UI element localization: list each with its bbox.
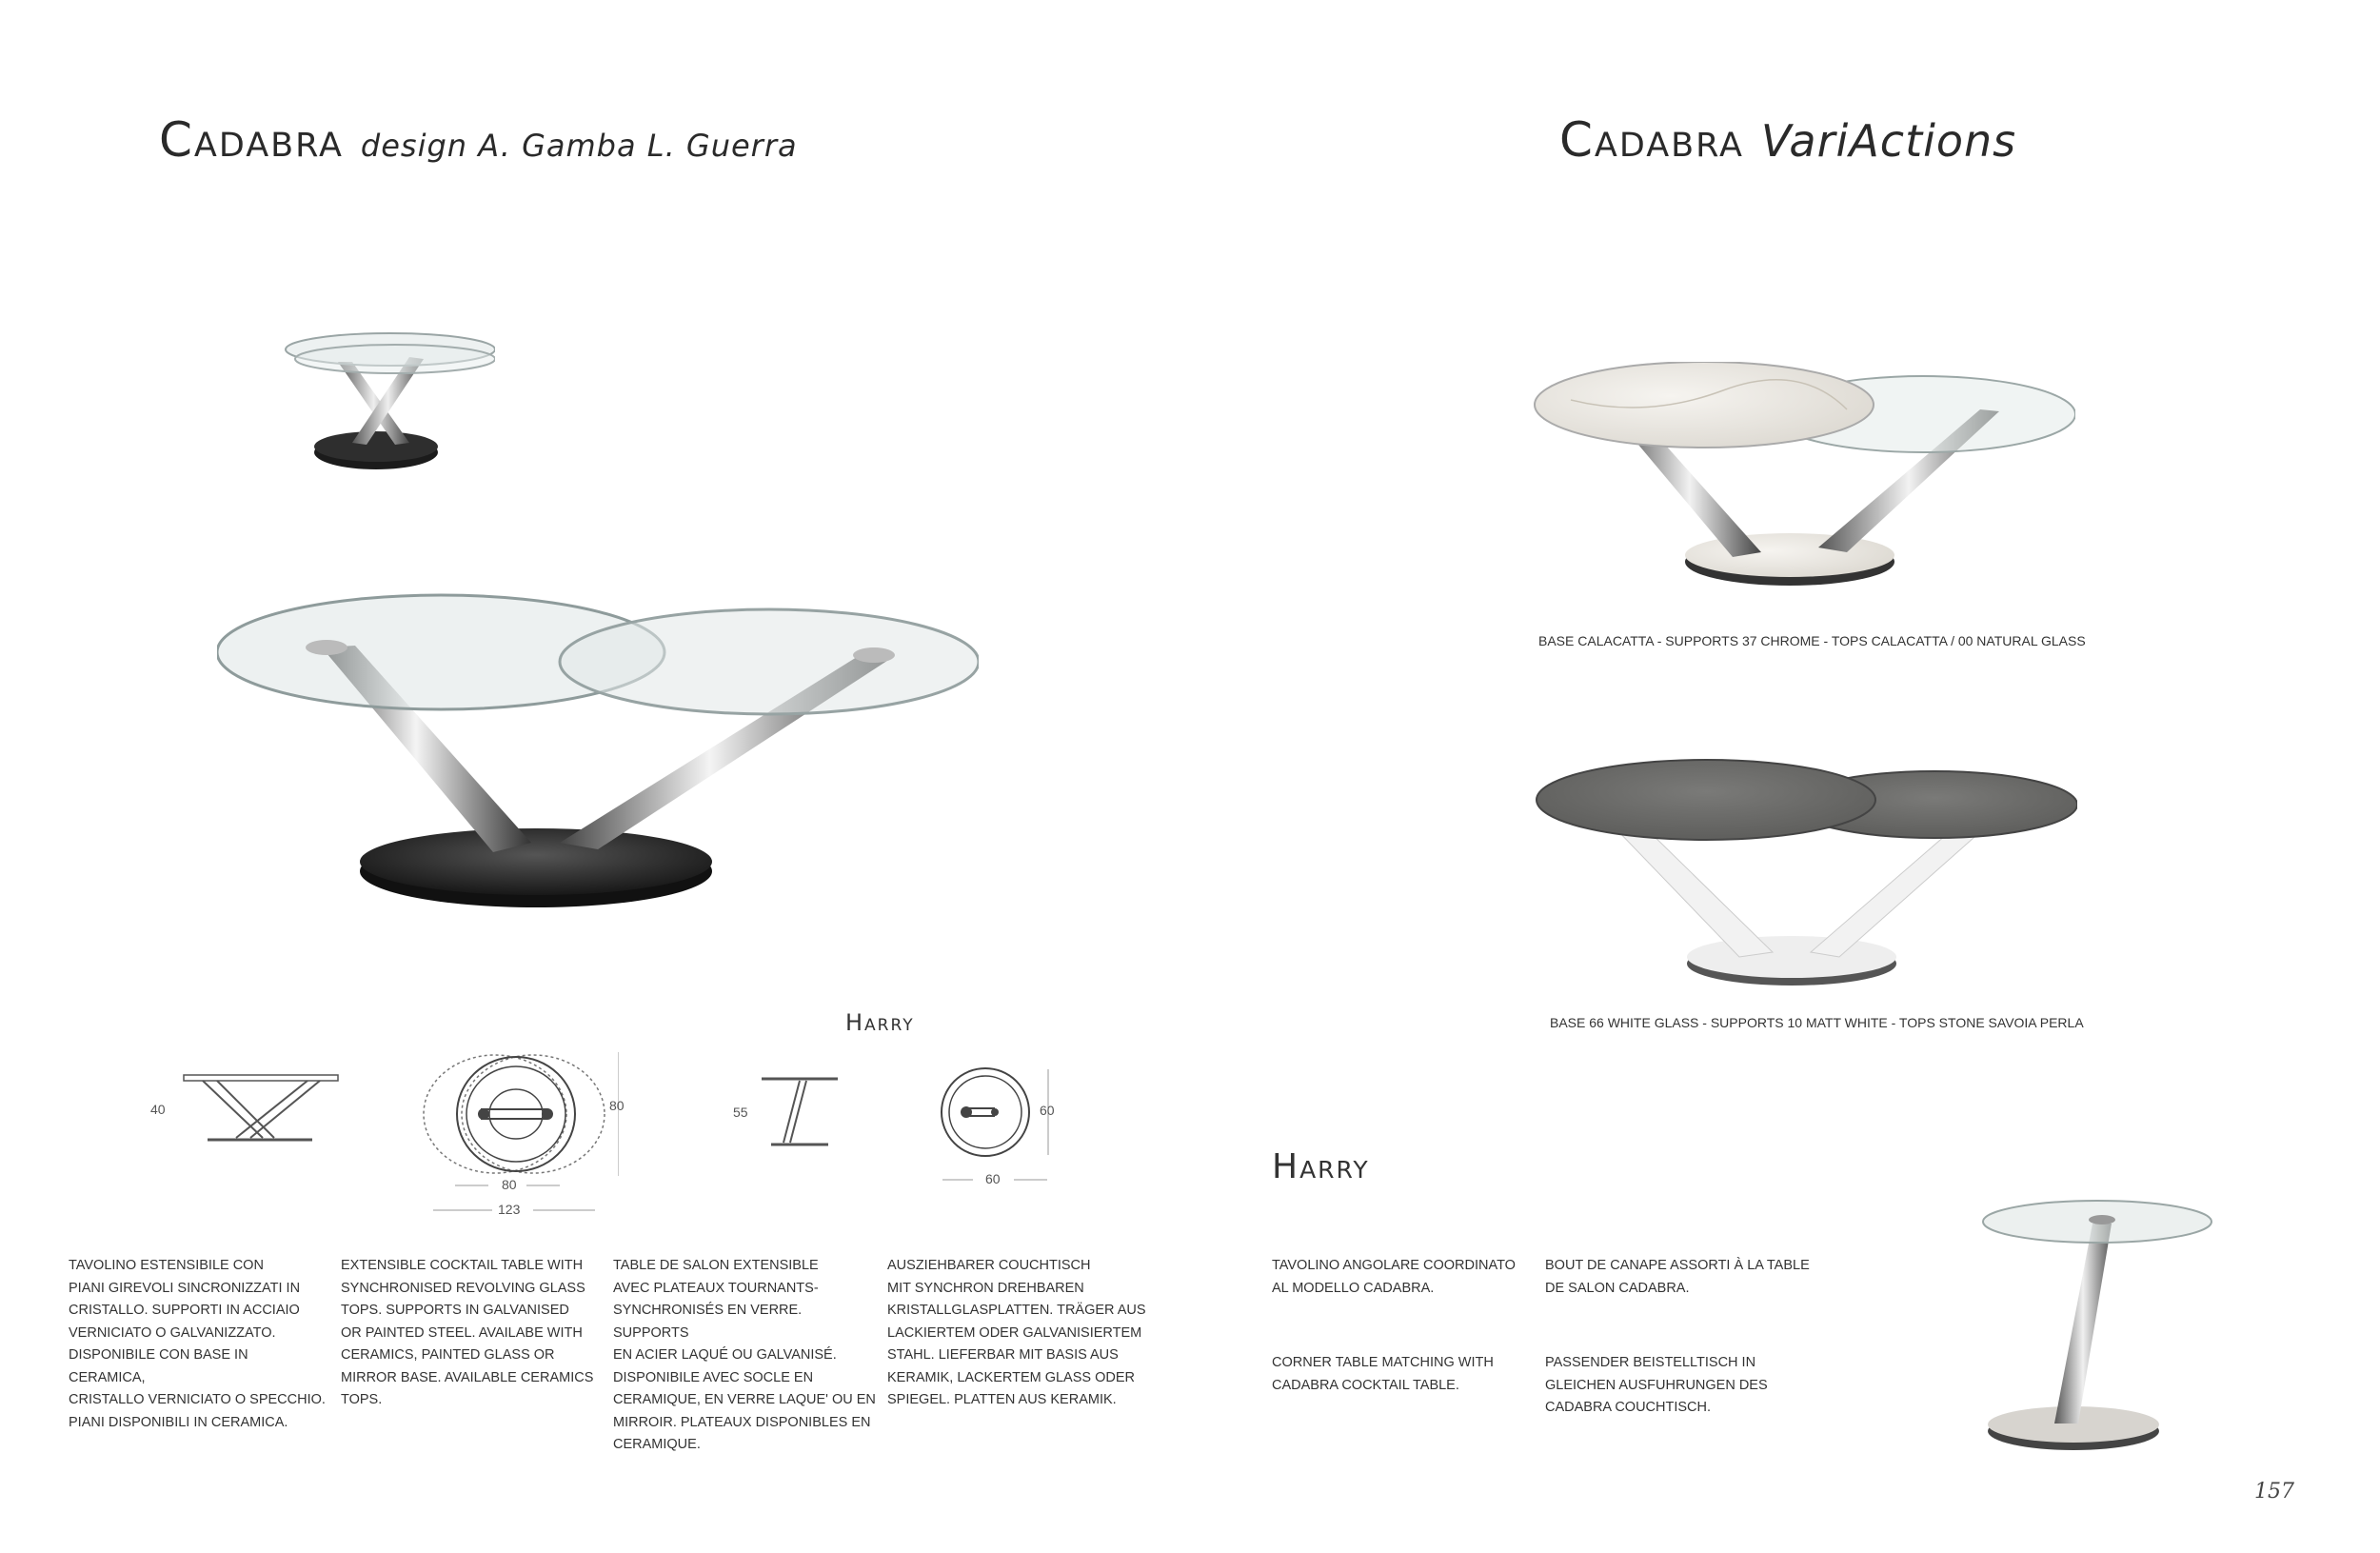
variant-caption-2: BASE 66 WHITE GLASS - SUPPORTS 10 MATT WHITE - TOPS STONE SAVOIA PERLA (1550, 1015, 2084, 1030)
variant-caption-1: BASE CALACATTA - SUPPORTS 37 CHROME - TOPS CALACATTA / 00 NATURAL GLASS (1538, 633, 2086, 648)
description-french: TABLE DE SALON EXTENSIBLE AVEC PLATEAUX TOURNANTS- SYNCHRONISÉS EN VERRE. SUPPORTS EN ACIER LAQUÉ OU GALVANISÉ. DISPONIBILE AVEC SOCLE EN CERAMIQUE, EN VERRE LAQUE' OU EN MIRROIR. PLATEAUX DISPONIBLES EN CERAMIQUE. (613, 1258, 876, 1452)
dim-harry-depth: 60 (1040, 1103, 1055, 1118)
page-title-left (159, 112, 798, 168)
harry-description-german: PASSENDER BEISTELLTISCH IN GLEICHEN AUSFUHRUNGEN DES CADABRA COUCHTISCH. (1545, 1355, 1768, 1415)
harry-top-drawing (938, 1065, 1052, 1165)
dim-table-extended: 123 (498, 1202, 521, 1217)
cadabra-top-drawing (409, 1047, 619, 1190)
dim-table-width: 80 (502, 1177, 517, 1192)
cadabra-side-drawing (179, 1071, 346, 1147)
variant-calacatta-photo (1533, 362, 2075, 600)
dim-table-depth: 80 (609, 1098, 625, 1113)
dim-harry-width: 60 (985, 1171, 1001, 1186)
page-number: 157 (2254, 1480, 2294, 1503)
harry-side-drawing (757, 1074, 843, 1150)
product-name: Cadabra (159, 112, 344, 168)
dim-harry-height: 55 (733, 1105, 748, 1120)
harry-description-english: CORNER TABLE MATCHING WITH CADABRA COCKTAIL TABLE. (1272, 1355, 1494, 1393)
description-english: EXTENSIBLE COCKTAIL TABLE WITH SYNCHRONISED REVOLVING GLASS TOPS. SUPPORTS IN GALVANISED OR PAINTED STEEL. AVAILABE WITH CERAMICS, PAINTED GLASS OR MIRROR BASE. AVAILABLE CERAMICS TOPS. (341, 1258, 594, 1407)
harry-description-italian: TAVOLINO ANGOLARE COORDINATO AL MODELLO CADABRA. (1272, 1258, 1516, 1296)
designer-credit: design A. Gamba L. Guerra (360, 128, 798, 164)
diagram-label-harry: Harry (845, 1009, 915, 1036)
variant-white-photo (1535, 752, 2077, 990)
harry-photo (1969, 1195, 2216, 1457)
description-italian: TAVOLINO ESTENSIBILE CON PIANI GIREVOLI SINCRONIZZATI IN CRISTALLO. SUPPORTI IN ACCIAIO VERNICIATO O GALVANIZZATO. DISPONIBILE CON BASE IN CERAMICA, CRISTALLO VERNICIATO O SPECCHIO. PIANI DISPONIBILI IN CERAMICA. (69, 1258, 326, 1430)
dim-table-height: 40 (150, 1102, 166, 1117)
cadabra-large-photo (217, 590, 979, 914)
description-german: AUSZIEHBARER COUCHTISCH MIT SYNCHRON DREHBAREN KRISTALLGLASPLATTEN. TRÄGER AUS LACKIERTEM ODER GALVANISIERTEM STAHL. LIEFERBAR MIT BASIS AUS KERAMIK, LACKERTEM GLASS ODER SPIEGEL. PLATTEN AUS KERAMIK. (887, 1258, 1146, 1407)
variant-name: VariActions (1760, 115, 2017, 167)
product-name-right: Cadabra (1559, 112, 1744, 168)
page-title-right (1559, 112, 2016, 168)
cadabra-small-photo (257, 319, 495, 481)
harry-title: Harry (1272, 1147, 1370, 1186)
harry-description-french: BOUT DE CANAPE ASSORTI À LA TABLE DE SALON CADABRA. (1545, 1258, 1810, 1296)
